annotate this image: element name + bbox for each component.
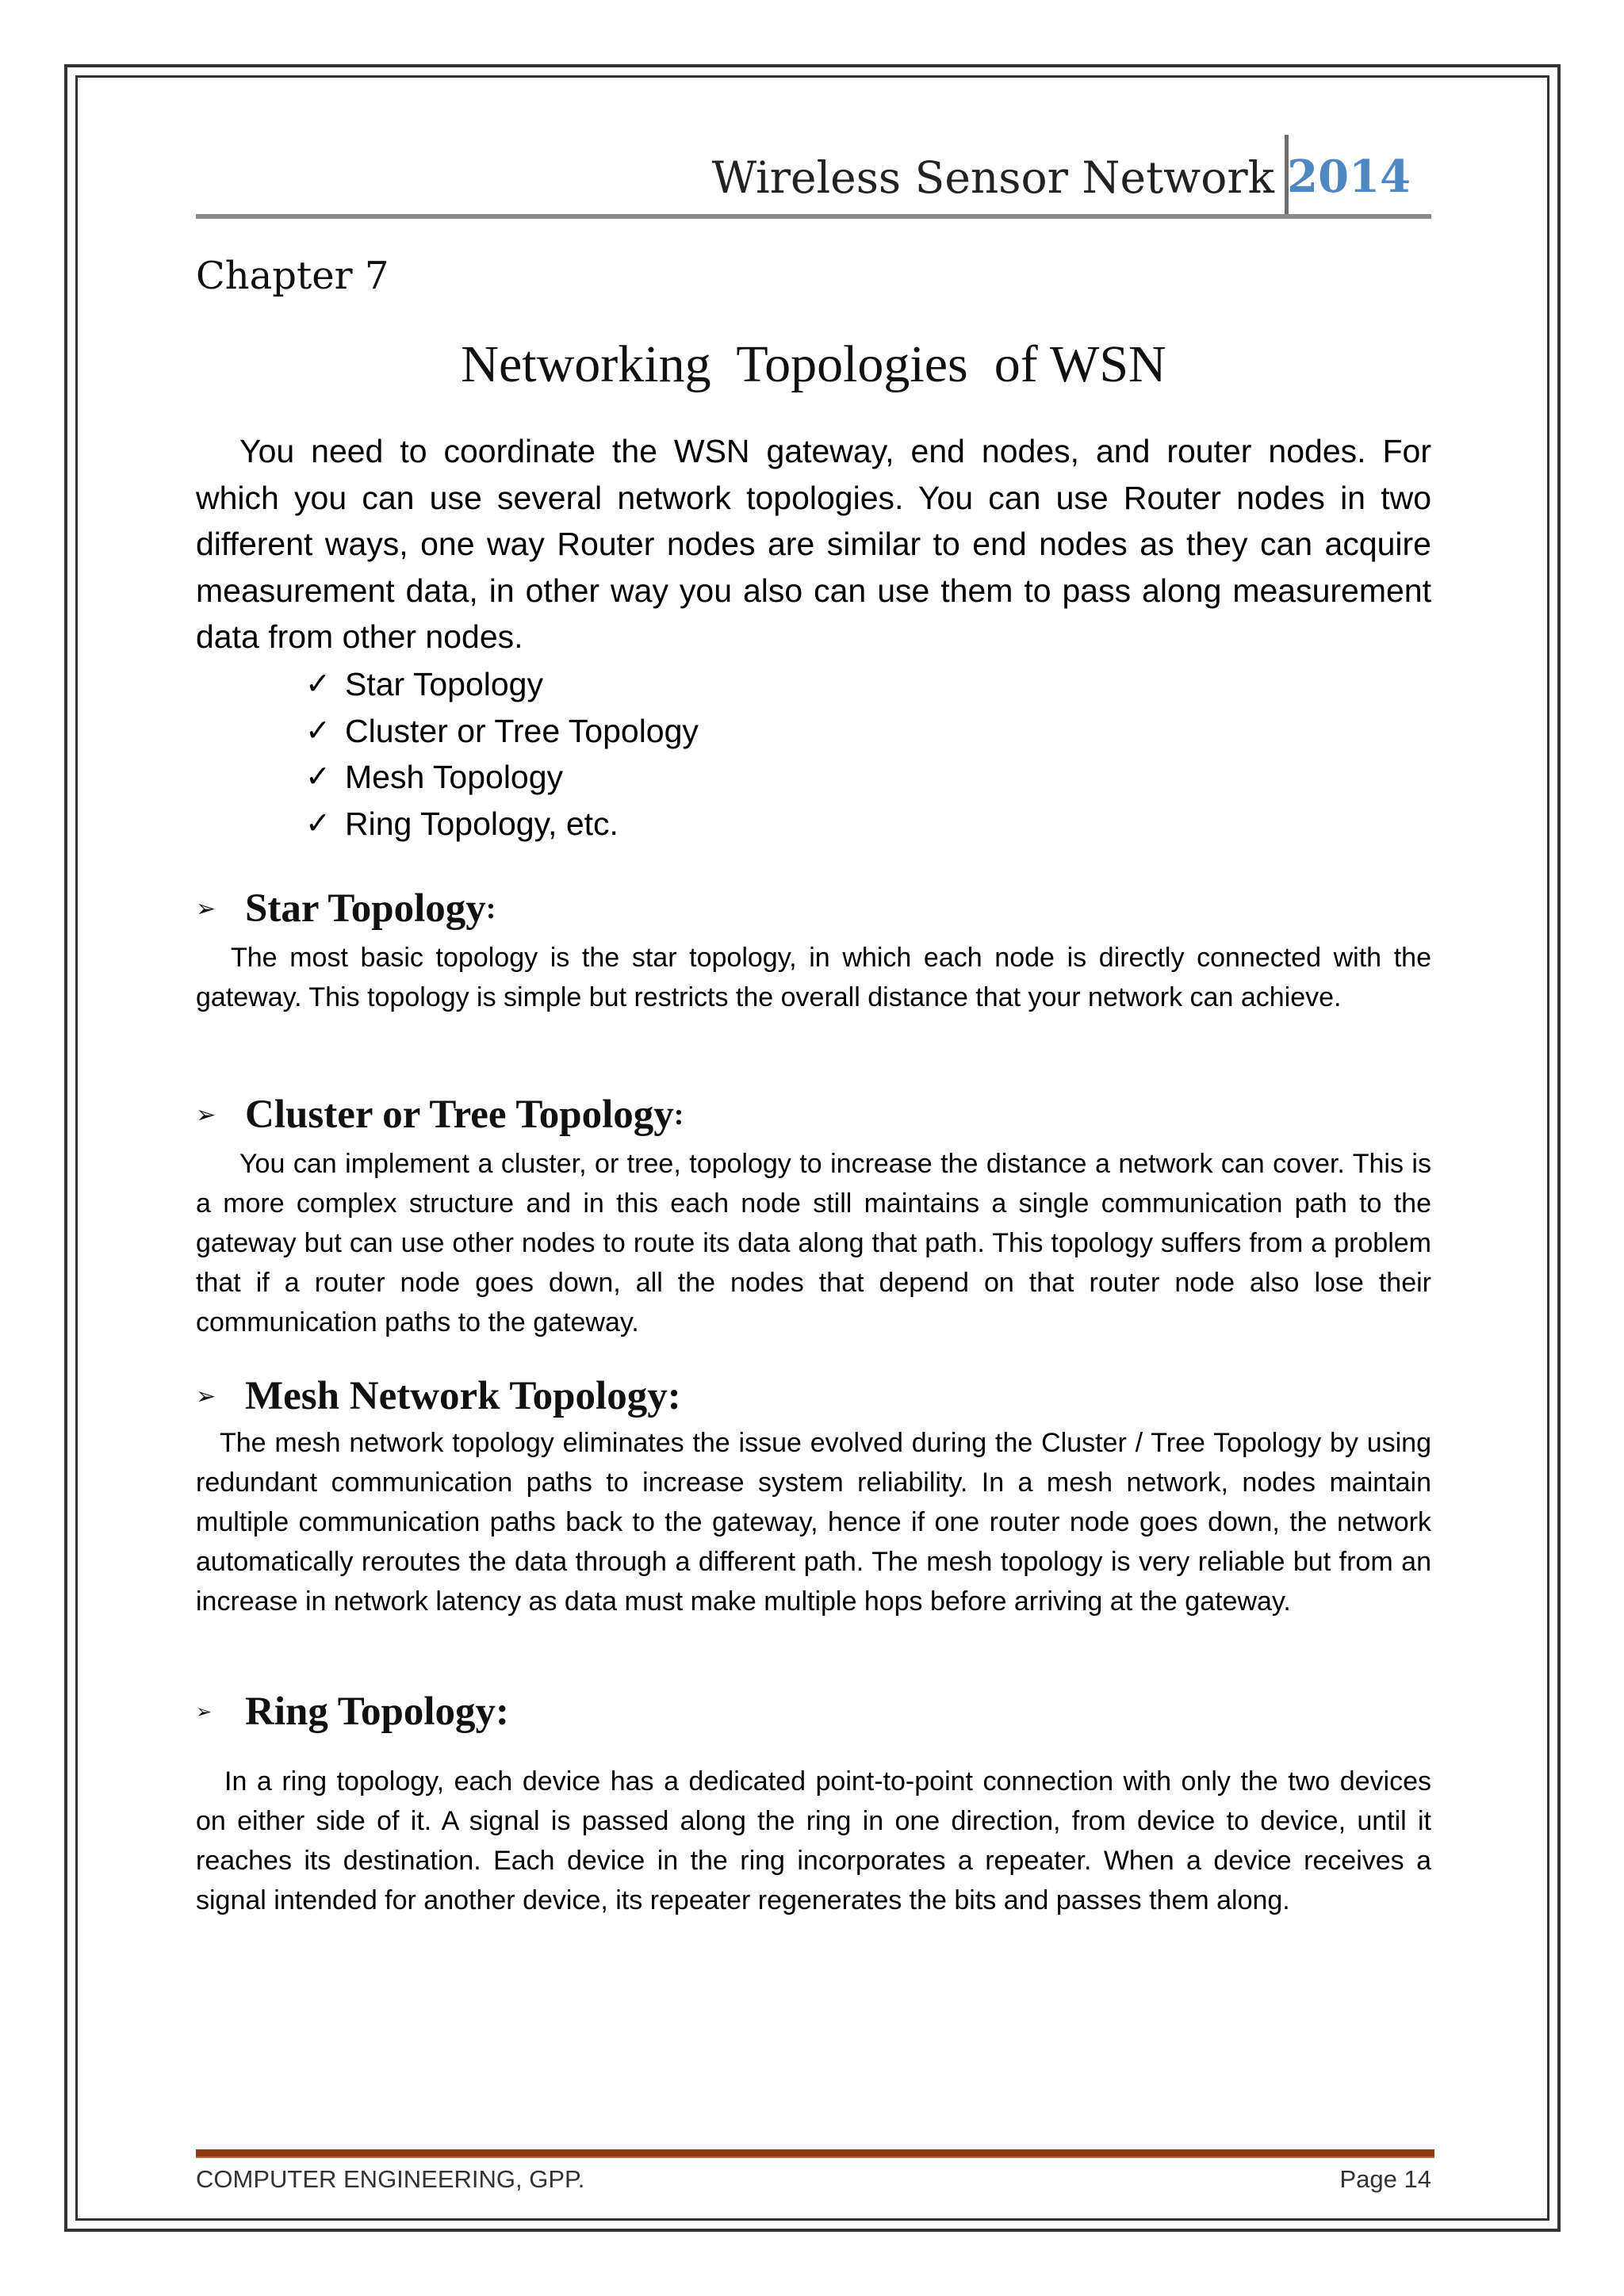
ring-topology-text: In a ring topology, each device has a dedicated point-to-point connection with only the two devices on either side of it. A signal is passed along the ring in one direction, from device to device, until it reaches its destination. Each device in the ring incorporates a repeater. When a device receives a signal intended for another device, its repeater regenerates the bits and passes them along. (196, 1766, 1431, 1915)
list-item-label: Cluster or Tree Topology (345, 712, 699, 749)
mesh-topology-text: The mesh network topology eliminates the issue evolved during the Cluster / Tree Topology by using redundant communication paths to increase system reliability. In a mesh network, nodes maintain multiple communication paths back to the gateway, hence if one router node goes down, the network automatically reroutes the data through a different path. The mesh topology is very reliable but from an increase in network latency as data must make multiple hops before arriving at the gateway. (196, 1428, 1431, 1617)
list-item-label: Ring Topology, etc. (345, 805, 619, 842)
list-item (305, 708, 699, 755)
chapter-label: Chapter 7 (196, 254, 389, 298)
intro-paragraph: You need to coordinate the WSN gateway, end nodes, and router nodes. For which you can use several network topologies. You can use Router nodes in two different ways, one way Router nodes are similar to end nodes as they can acquire measurement data, in other way you also can use them to pass along measurement data from other nodes. (196, 433, 1431, 655)
topology-checklist (305, 661, 699, 847)
arrowhead-bullet-icon: ➢ (196, 894, 216, 923)
header-rule (196, 214, 1431, 219)
star-topology-heading (196, 886, 496, 932)
arrowhead-bullet-icon: ➢ (196, 1701, 213, 1723)
section-title: Cluster or Tree Topology (245, 1093, 674, 1137)
list-item-label: Mesh Topology (345, 759, 564, 795)
cluster-topology-heading (196, 1092, 684, 1138)
checkmark-icon: ✓ (305, 714, 331, 748)
list-item (305, 801, 699, 848)
arrowhead-bullet-icon: ➢ (196, 1100, 216, 1129)
heading-colon: : (673, 1098, 684, 1131)
header-title: Wireless Sensor Network (711, 152, 1274, 203)
checkmark-icon: ✓ (305, 806, 331, 840)
footer-rule (196, 2149, 1434, 2158)
header-year: 2014 (1287, 151, 1411, 203)
list-item-label: Star Topology (345, 666, 543, 702)
page-number: Page 14 (1339, 2165, 1431, 2193)
section-title: Star Topology (245, 886, 486, 931)
running-header (196, 135, 1431, 219)
heading-colon: : (485, 892, 496, 925)
checkmark-icon: ✓ (305, 760, 331, 794)
star-topology-text: The most basic topology is the star topology, in which each node is directly connected with the gateway. This topology is simple but restricts the overall distance that your network can achieve. (196, 943, 1431, 1012)
page-title: Networking Topologies of WSN (461, 335, 1166, 393)
footer-department: COMPUTER ENGINEERING, GPP. (196, 2165, 585, 2193)
ring-topology-heading (196, 1689, 509, 1735)
section-title: Ring Topology: (245, 1689, 510, 1734)
list-item (305, 661, 699, 708)
mesh-topology-heading (196, 1373, 681, 1419)
arrowhead-bullet-icon: ➢ (196, 1382, 216, 1410)
cluster-topology-text: You can implement a cluster, or tree, topology to increase the distance a network can cover. This is a more complex structure and in this each node still maintains a single communication path to the gateway but can use other nodes to route its data along that path. This topology suffers from a problem that if a router node goes down, all the nodes that depend on that router node also lose their communication paths to the gateway. (196, 1149, 1431, 1337)
list-item (305, 754, 699, 801)
section-title: Mesh Network Topology: (245, 1374, 681, 1418)
checkmark-icon: ✓ (305, 668, 331, 701)
